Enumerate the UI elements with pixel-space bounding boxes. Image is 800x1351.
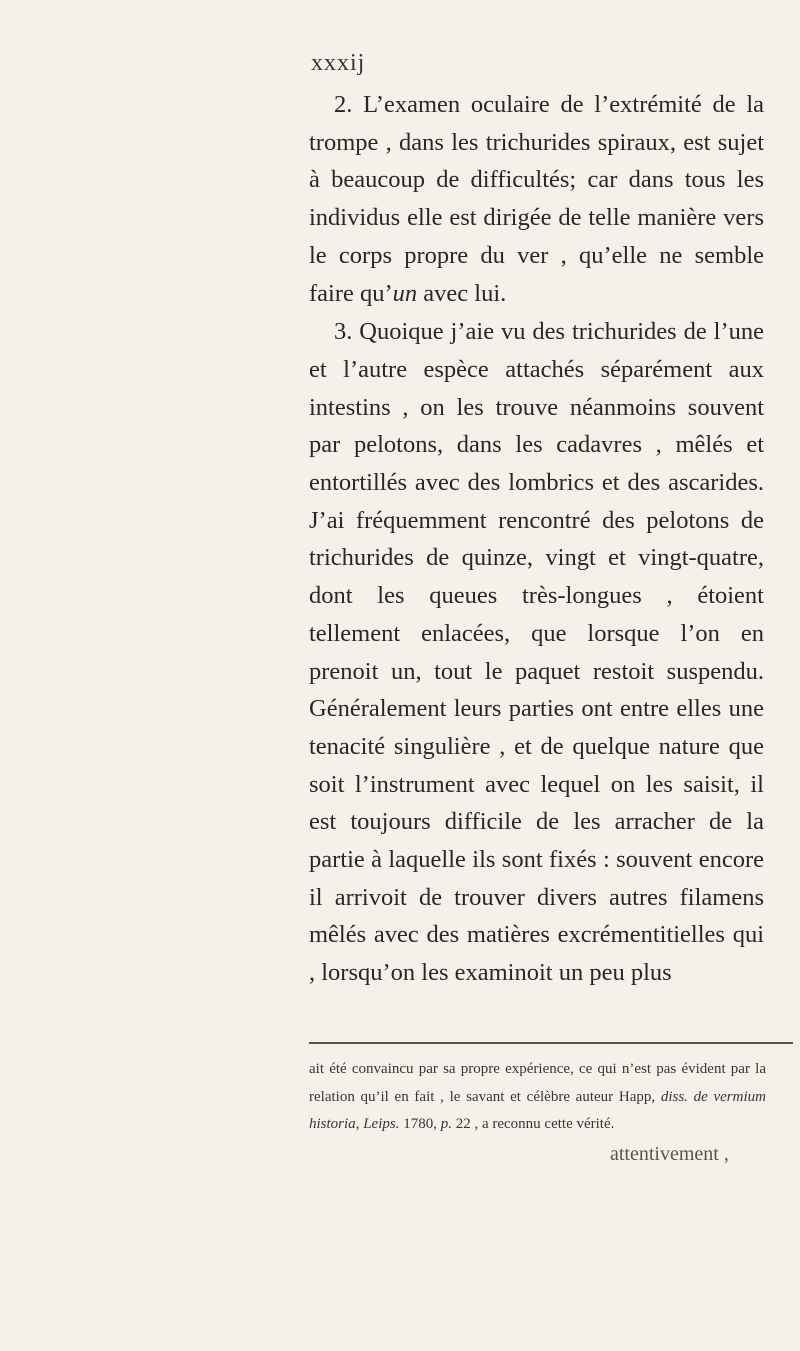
footnote-text — [309, 1056, 766, 1139]
footnote-rule — [309, 1042, 793, 1044]
main-text — [309, 86, 764, 992]
footnote-page-italic: p. — [440, 1116, 452, 1132]
paragraph-2 — [309, 86, 764, 312]
paragraph-3: 3. Quoique j’aie vu des trichurides de l’une et l’autre espèce attachés séparément aux intestins , on les trouve néanmoins souvent par pelotons, dans les cadavres , mêlés et entortillés avec des lombrics et des ascarides. J’ai fréquemment rencontré des pelotons de trichurides de quinze, vingt et vingt-quatre, dont les queues très-longues , étoient tellement enlacées, que lorsque l’on en prenoit un, tout le paquet restoit suspendu. Généralement leurs parties ont entre elles une tenacité singulière , et de quelque nature que soit l’instrument avec lequel on les saisit, il est toujours difficile de les arracher de la partie à laquelle ils sont fixés : souvent encore il arrivoit de trouver divers autres filamens mêlés avec des matières excrémentitielles qui , lorsqu’on les examinoit un peu plus — [309, 318, 764, 987]
footnote-segment-7: 22 , a reconnu cette vérité. — [451, 1116, 615, 1132]
paragraph-2-ending: avec lui. — [417, 279, 507, 307]
paragraph-2-italic-word: un — [392, 279, 418, 307]
footnote-segment-5: 1780, — [399, 1116, 441, 1132]
paragraph-2-text: 2. L’examen oculaire de l’extrémité de la trompe , dans les trichurides spiraux, est sujet à beaucoup de difficultés; car dans tous les individus elle est dirigée de telle manière vers le corps propre du ver , qu’elle ne semble faire qu’ — [309, 91, 764, 307]
page-number: xxxij — [311, 50, 366, 76]
footnote — [309, 1056, 766, 1139]
footnote-segment-1: ait été convaincu par sa propre expérience, ce qui n’est pas évident par la relation qu’il en fait , le savant et célèbre auteur Happ, — [309, 1061, 766, 1105]
catchword: attentivement , — [610, 1143, 729, 1165]
footnote-segment-3: , — [355, 1116, 364, 1132]
footnote-title-italic: diss. de vermium historia — [309, 1088, 766, 1132]
footnote-place-italic: Leips. — [363, 1116, 400, 1132]
